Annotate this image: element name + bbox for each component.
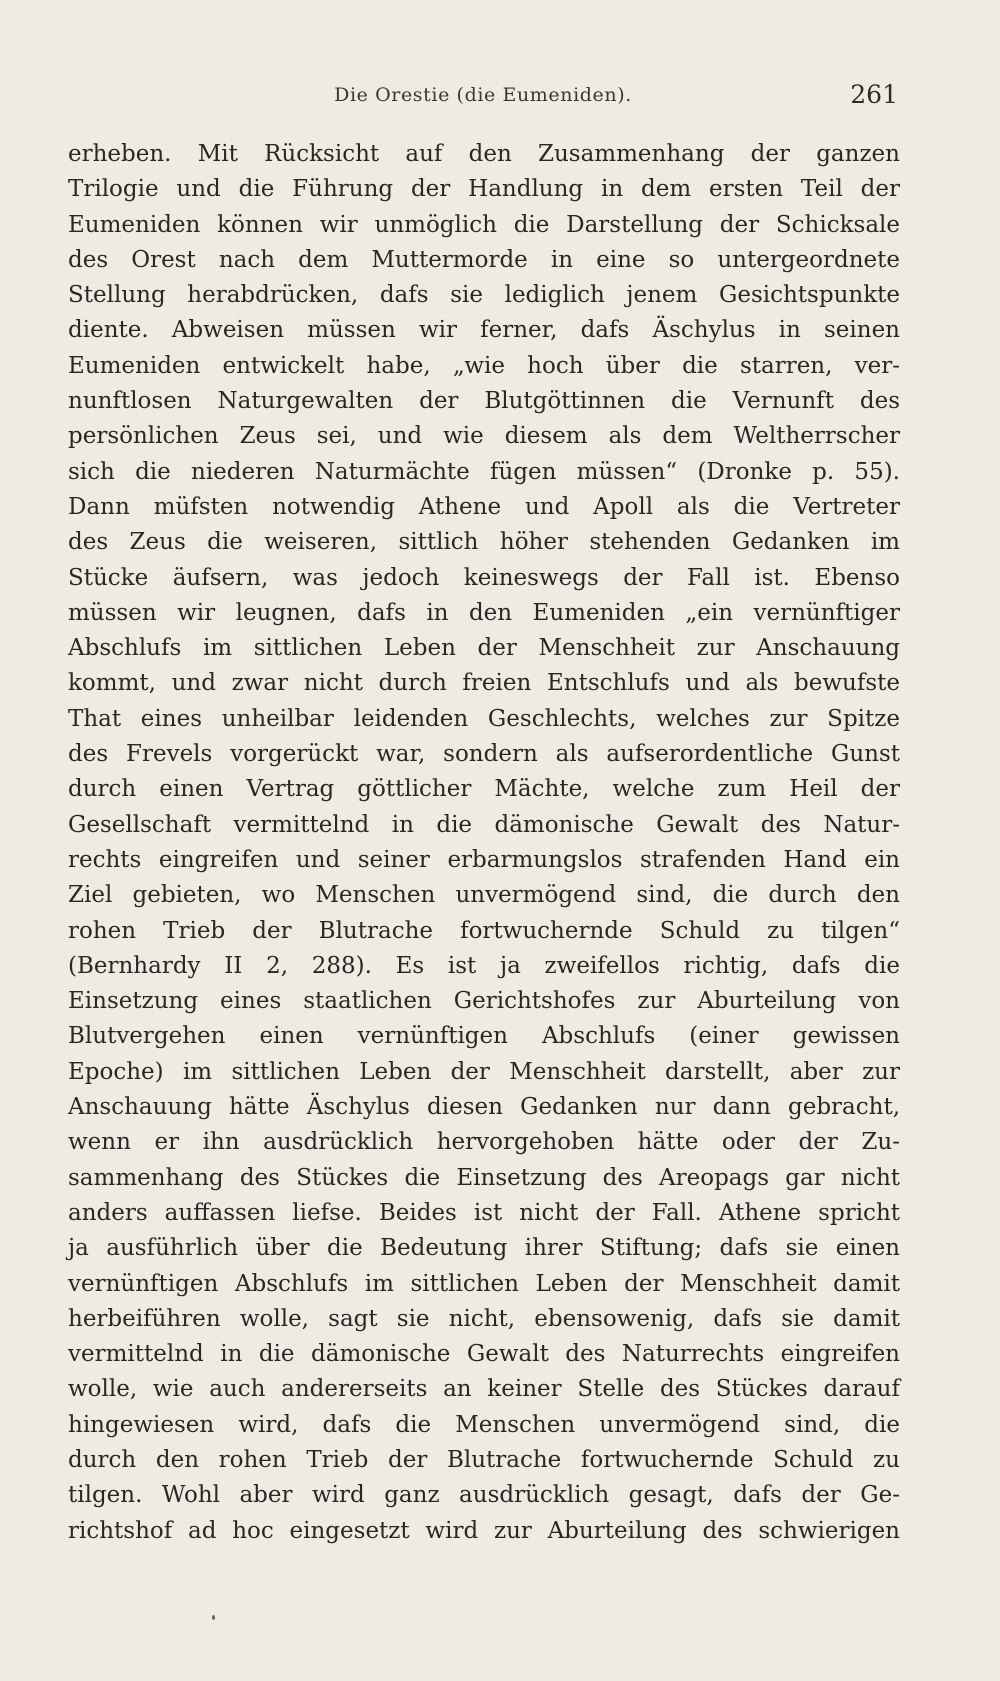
text-line: erheben. Mit Rücksicht auf den Zusammenhang der ganzen <box>68 141 900 167</box>
text-line: Epoche) im sittlichen Leben der Menschheit darstellt, aber zur <box>68 1058 900 1085</box>
text-line: vermittelnd in die dämonische Gewalt des Naturrechts eingreifen <box>68 1341 900 1368</box>
text-line: That eines unheilbar leidenden Geschlechts, welches zur Spitze <box>68 705 900 732</box>
text-line: Abschlufs im sittlichen Leben der Menschheit zur Anschauung <box>68 635 900 662</box>
running-title: Die Orestie (die Eumeniden). <box>334 84 632 106</box>
text-line: Eumeniden können wir unmöglich die Darstellung der Schicksale <box>68 211 900 238</box>
page-header <box>68 80 898 120</box>
text-line: tilgen. Wohl aber wird ganz ausdrücklich gesagt, dafs der Ge- <box>68 1482 900 1509</box>
body-text <box>68 137 900 1549</box>
text-line: Ziel gebieten, wo Menschen unvermögend sind, die durch den <box>68 882 900 909</box>
text-line: Einsetzung eines staatlichen Gerichtshofes zur Aburteilung von <box>68 988 900 1015</box>
text-line: ja ausführlich über die Bedeutung ihrer Stiftung; dafs sie einen <box>68 1235 900 1262</box>
page-number: 261 <box>850 80 898 109</box>
text-line: Blutvergehen einen vernünftigen Abschlufs (einer gewissen <box>68 1023 900 1050</box>
text-line: sammenhang des Stückes die Einsetzung des Areopags gar nicht <box>68 1164 900 1191</box>
text-line: wolle, wie auch andererseits an keiner Stelle des Stückes darauf <box>68 1376 900 1403</box>
text-line: durch einen Vertrag göttlicher Mächte, welche zum Heil der <box>68 776 900 803</box>
text-line: durch den rohen Trieb der Blutrache fortwuchernde Schuld zu <box>68 1446 900 1473</box>
text-line: wenn er ihn ausdrücklich hervorgehoben hätte oder der Zu- <box>68 1129 900 1156</box>
text-line: des Zeus die weiseren, sittlich höher stehenden Gedanken im <box>68 529 900 556</box>
text-line: Anschauung hätte Äschylus diesen Gedanken nur dann gebracht, <box>68 1094 900 1121</box>
text-line: des Orest nach dem Muttermorde in eine so untergeordnete <box>68 246 900 273</box>
text-line: rohen Trieb der Blutrache fortwuchernde Schuld zu tilgen“ <box>68 917 900 944</box>
text-line: Stücke äufsern, was jedoch keineswegs der Fall ist. Ebenso <box>68 564 900 591</box>
text-line: müssen wir leugnen, dafs in den Eumeniden „ein vernünftiger <box>68 599 900 626</box>
text-line: Eumeniden entwickelt habe, „wie hoch über die starren, ver- <box>68 352 900 379</box>
text-line: hingewiesen wird, dafs die Menschen unvermögend sind, die <box>68 1411 900 1438</box>
text-line: nunftlosen Naturgewalten der Blutgöttinnen die Vernunft des <box>68 388 900 415</box>
text-line: anders auffassen liefse. Beides ist nicht der Fall. Athene spricht <box>68 1199 900 1226</box>
text-line: Dann müfsten notwendig Athene und Apoll als die Vertreter <box>68 493 900 520</box>
text-line: kommt, und zwar nicht durch freien Entschlufs und als bewufste <box>68 670 900 697</box>
text-line: herbeiführen wolle, sagt sie nicht, ebensowenig, dafs sie damit <box>68 1305 900 1332</box>
text-line: Trilogie und die Führung der Handlung in dem ersten Teil der <box>68 176 900 203</box>
text-line: sich die niederen Naturmächte fügen müssen“ (Dronke p. 55). <box>68 458 900 485</box>
text-line: rechts eingreifen und seiner erbarmungslos strafenden Hand ein <box>68 846 900 873</box>
text-line: diente. Abweisen müssen wir ferner, dafs Äschylus in seinen <box>68 317 900 344</box>
text-line: vernünftigen Abschlufs im sittlichen Leben der Menschheit damit <box>68 1270 900 1297</box>
ink-speck <box>212 1615 215 1620</box>
text-line: (Bernhardy II 2, 288). Es ist ja zweifellos richtig, dafs die <box>68 952 900 979</box>
text-line: Stellung herabdrücken, dafs sie lediglich jenem Gesichtspunkte <box>68 282 900 309</box>
text-line: persönlichen Zeus sei, und wie diesem als dem Weltherrscher <box>68 423 900 450</box>
text-line: Gesellschaft vermittelnd in die dämonische Gewalt des Natur- <box>68 811 900 838</box>
text-line: des Frevels vorgerückt war, sondern als aufserordentliche Gunst <box>68 741 900 768</box>
text-line: richtshof ad hoc eingesetzt wird zur Aburteilung des schwierigen <box>68 1517 900 1544</box>
